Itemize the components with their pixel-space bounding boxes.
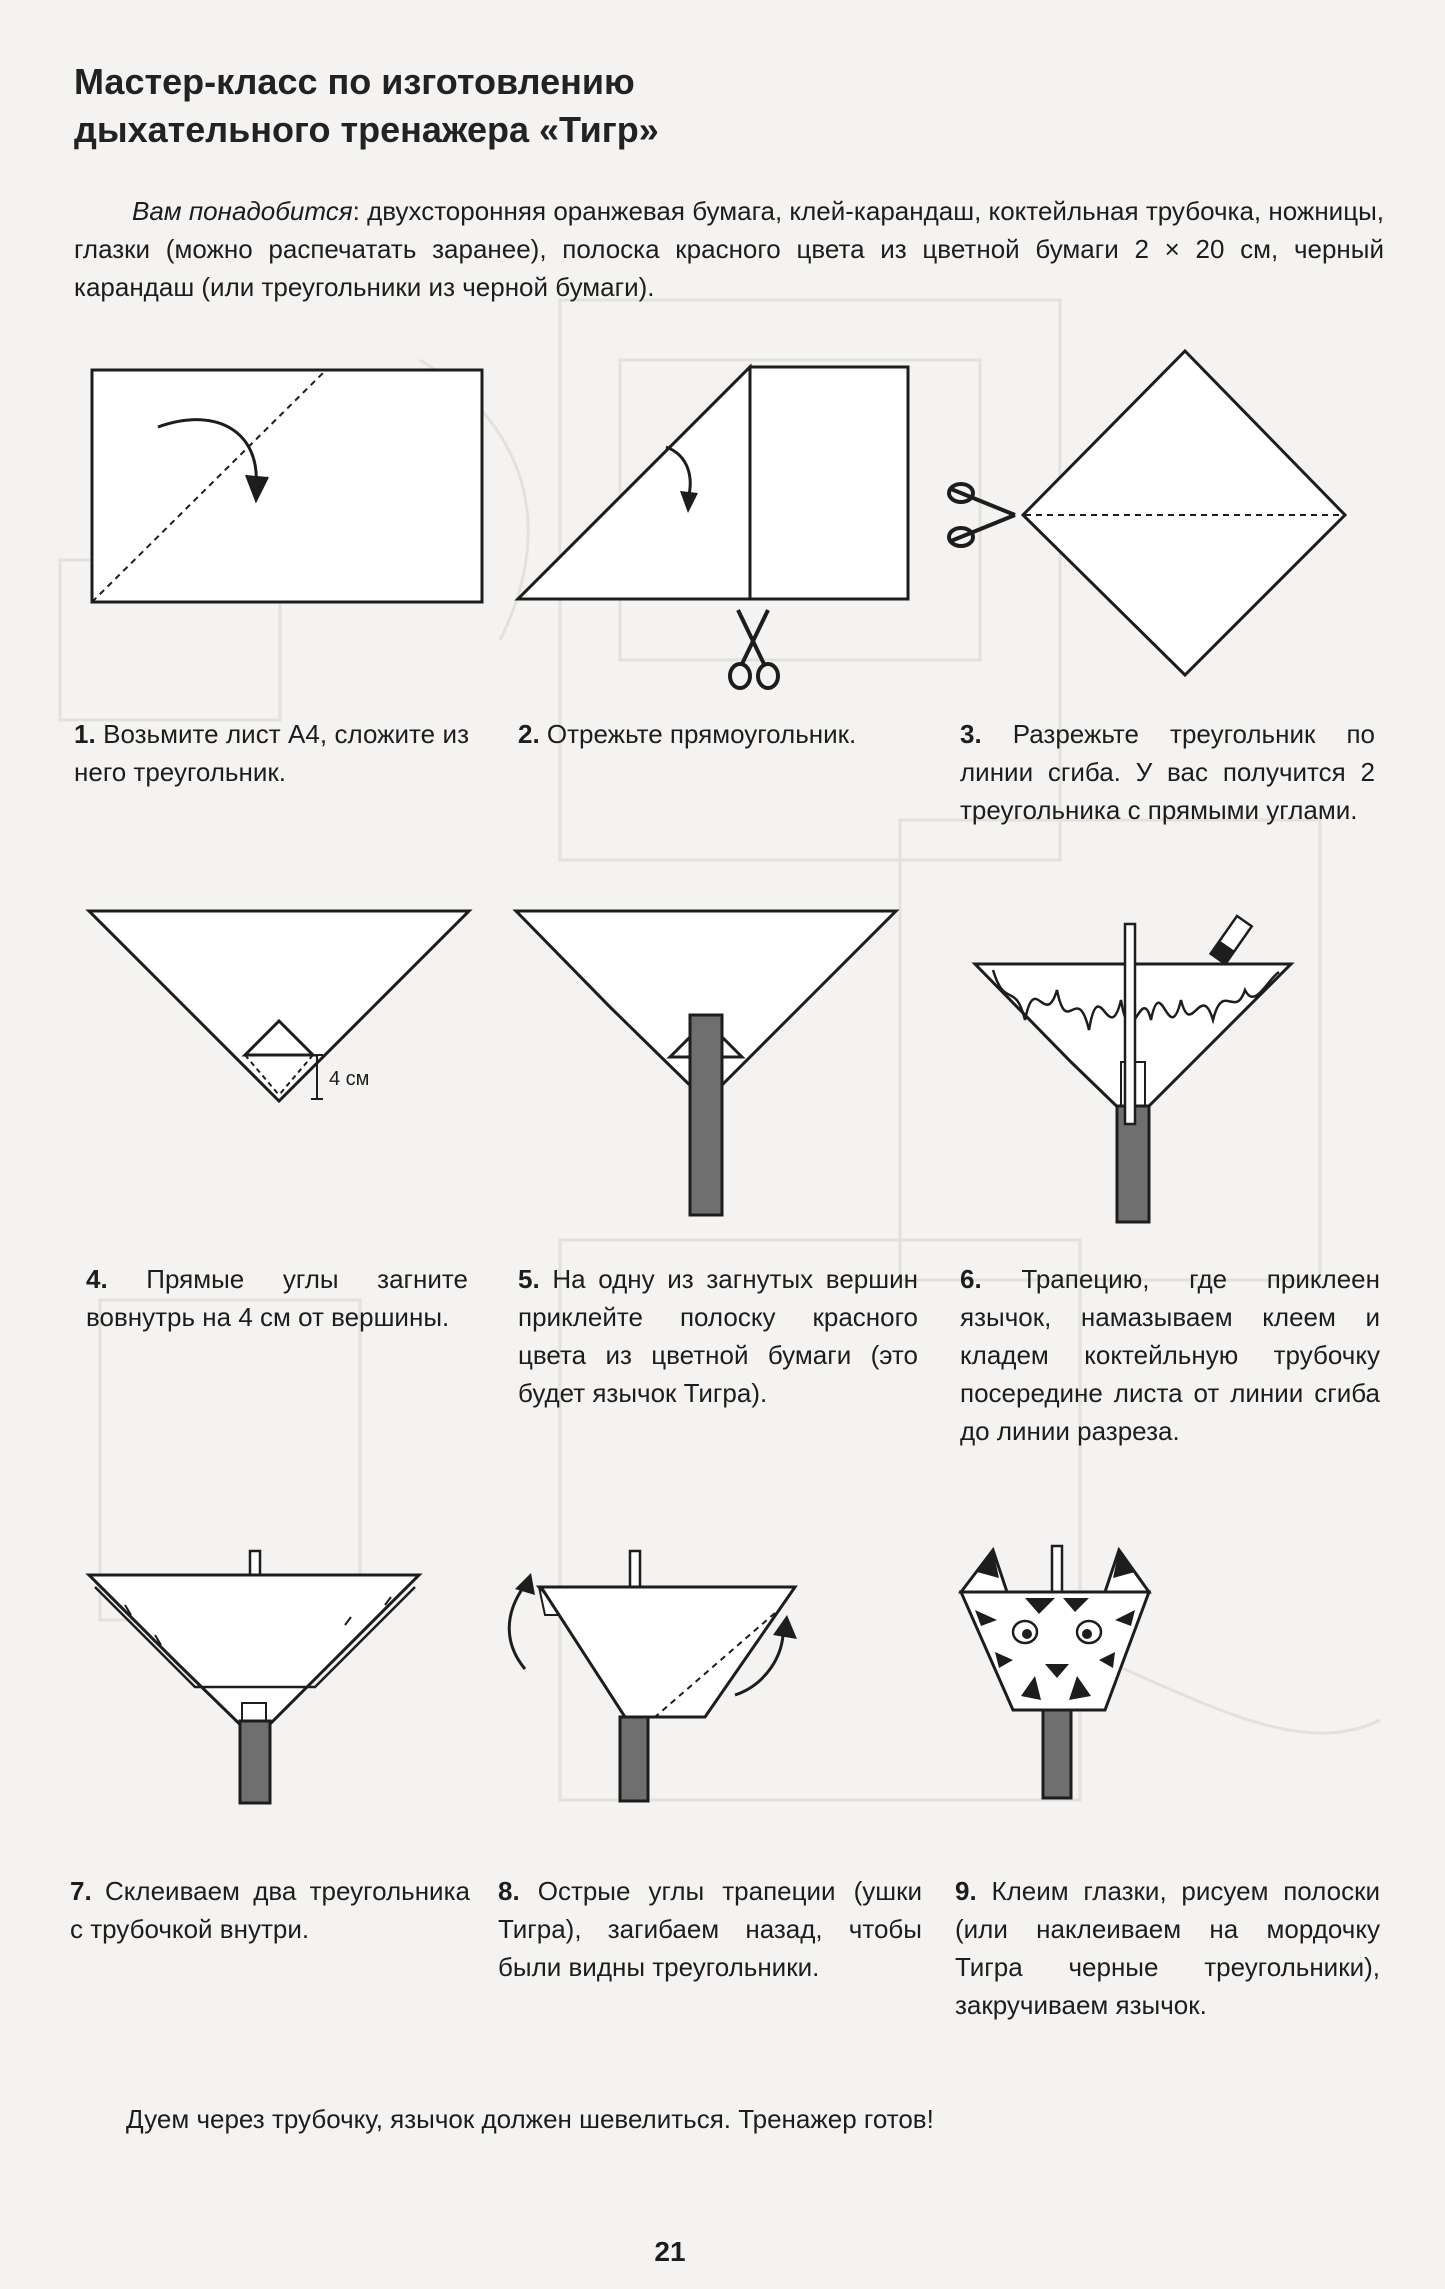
step-5 — [518, 1260, 918, 1412]
page-title — [74, 58, 974, 154]
red-strip-tongue — [690, 1015, 722, 1215]
step-8 — [498, 1872, 922, 1986]
materials-lead: Вам понадобится — [132, 196, 353, 226]
figure-step-2 — [510, 355, 920, 700]
step-text: На одну из загнутых вершин приклейте полоску красного цвета из цветной бумаги (это будет язычок Тигра). — [518, 1264, 918, 1408]
step-3 — [960, 715, 1375, 829]
step-number: 5. — [518, 1264, 540, 1294]
step-text: Острые углы трапеции (ушки Тигра), загибаем назад, чтобы были видны треугольники. — [498, 1876, 922, 1982]
figure-step-3 — [945, 345, 1355, 680]
step-text: Разрежьте треугольник по линии сгиба. У вас получится 2 треугольника с прямыми углами. — [960, 719, 1375, 825]
step-text: Склеиваем два треугольника с трубочкой внутри. — [70, 1876, 470, 1944]
step-number: 6. — [960, 1264, 982, 1294]
materials-paragraph — [74, 192, 1384, 306]
step-text: Трапецию, где приклеен язычок, намазываем клеем и кладем коктейльную трубочку посередине листа от линии сгиба до линии разреза. — [960, 1264, 1380, 1446]
step-9 — [955, 1872, 1380, 2024]
step-number: 1. — [74, 719, 96, 749]
title-line-2: дыхательного тренажера «Тигр» — [74, 109, 659, 150]
title-line-1: Мастер-класс по изготовлению — [74, 61, 635, 102]
step-2 — [518, 715, 928, 753]
figure-step-9-tiger — [955, 1540, 1165, 1810]
scissors-icon — [730, 610, 778, 688]
closing-sentence: Дуем через трубочку, язычок должен шевелиться. Тренажер готов! — [126, 2104, 934, 2134]
scissors-icon — [949, 484, 1015, 546]
step-6 — [960, 1260, 1380, 1450]
fold-dimension-label: 4 см — [329, 1068, 370, 1090]
glue-stick-icon — [1211, 916, 1252, 964]
figure-step-1 — [90, 365, 490, 605]
materials-text: : двухсторонняя оранжевая бумага, клей-карандаш, коктейльная трубочка, ножницы, глазки (можно распечатать заранее), полоска красного цвета из цветной бумаги 2 × 20 см, черный карандаш (или треугольники из черной бумаги). — [74, 196, 1385, 302]
red-strip-tongue — [240, 1721, 270, 1803]
step-1 — [74, 715, 469, 791]
cocktail-straw — [1125, 924, 1135, 1124]
step-number: 9. — [955, 1876, 977, 1906]
figure-step-6 — [945, 910, 1355, 1230]
page-number: 21 — [654, 2236, 686, 2267]
step-7 — [70, 1872, 470, 1948]
step-number: 8. — [498, 1876, 520, 1906]
figure-step-4 — [85, 905, 475, 1120]
step-4 — [86, 1260, 468, 1336]
step-number: 4. — [86, 1264, 108, 1294]
step-text: Отрежьте прямоугольник. — [546, 719, 857, 749]
step-number: 3. — [960, 719, 982, 749]
step-text: Возьмите лист А4, сложите из него треугольник. — [74, 719, 469, 787]
step-text: Прямые углы загните вовнутрь на 4 см от вершины. — [86, 1264, 468, 1332]
step-text: Клеим глазки, рисуем полоски (или наклеиваем на мордочку Тигра черные треугольники), закручиваем язычок. — [955, 1876, 1380, 2020]
step-number: 7. — [70, 1876, 92, 1906]
figure-step-7 — [85, 1545, 430, 1810]
step-number: 2. — [518, 719, 540, 749]
figure-step-8 — [495, 1545, 830, 1810]
figure-step-5 — [510, 905, 905, 1225]
red-strip-tongue — [620, 1717, 648, 1801]
red-strip-tongue — [1043, 1710, 1071, 1798]
